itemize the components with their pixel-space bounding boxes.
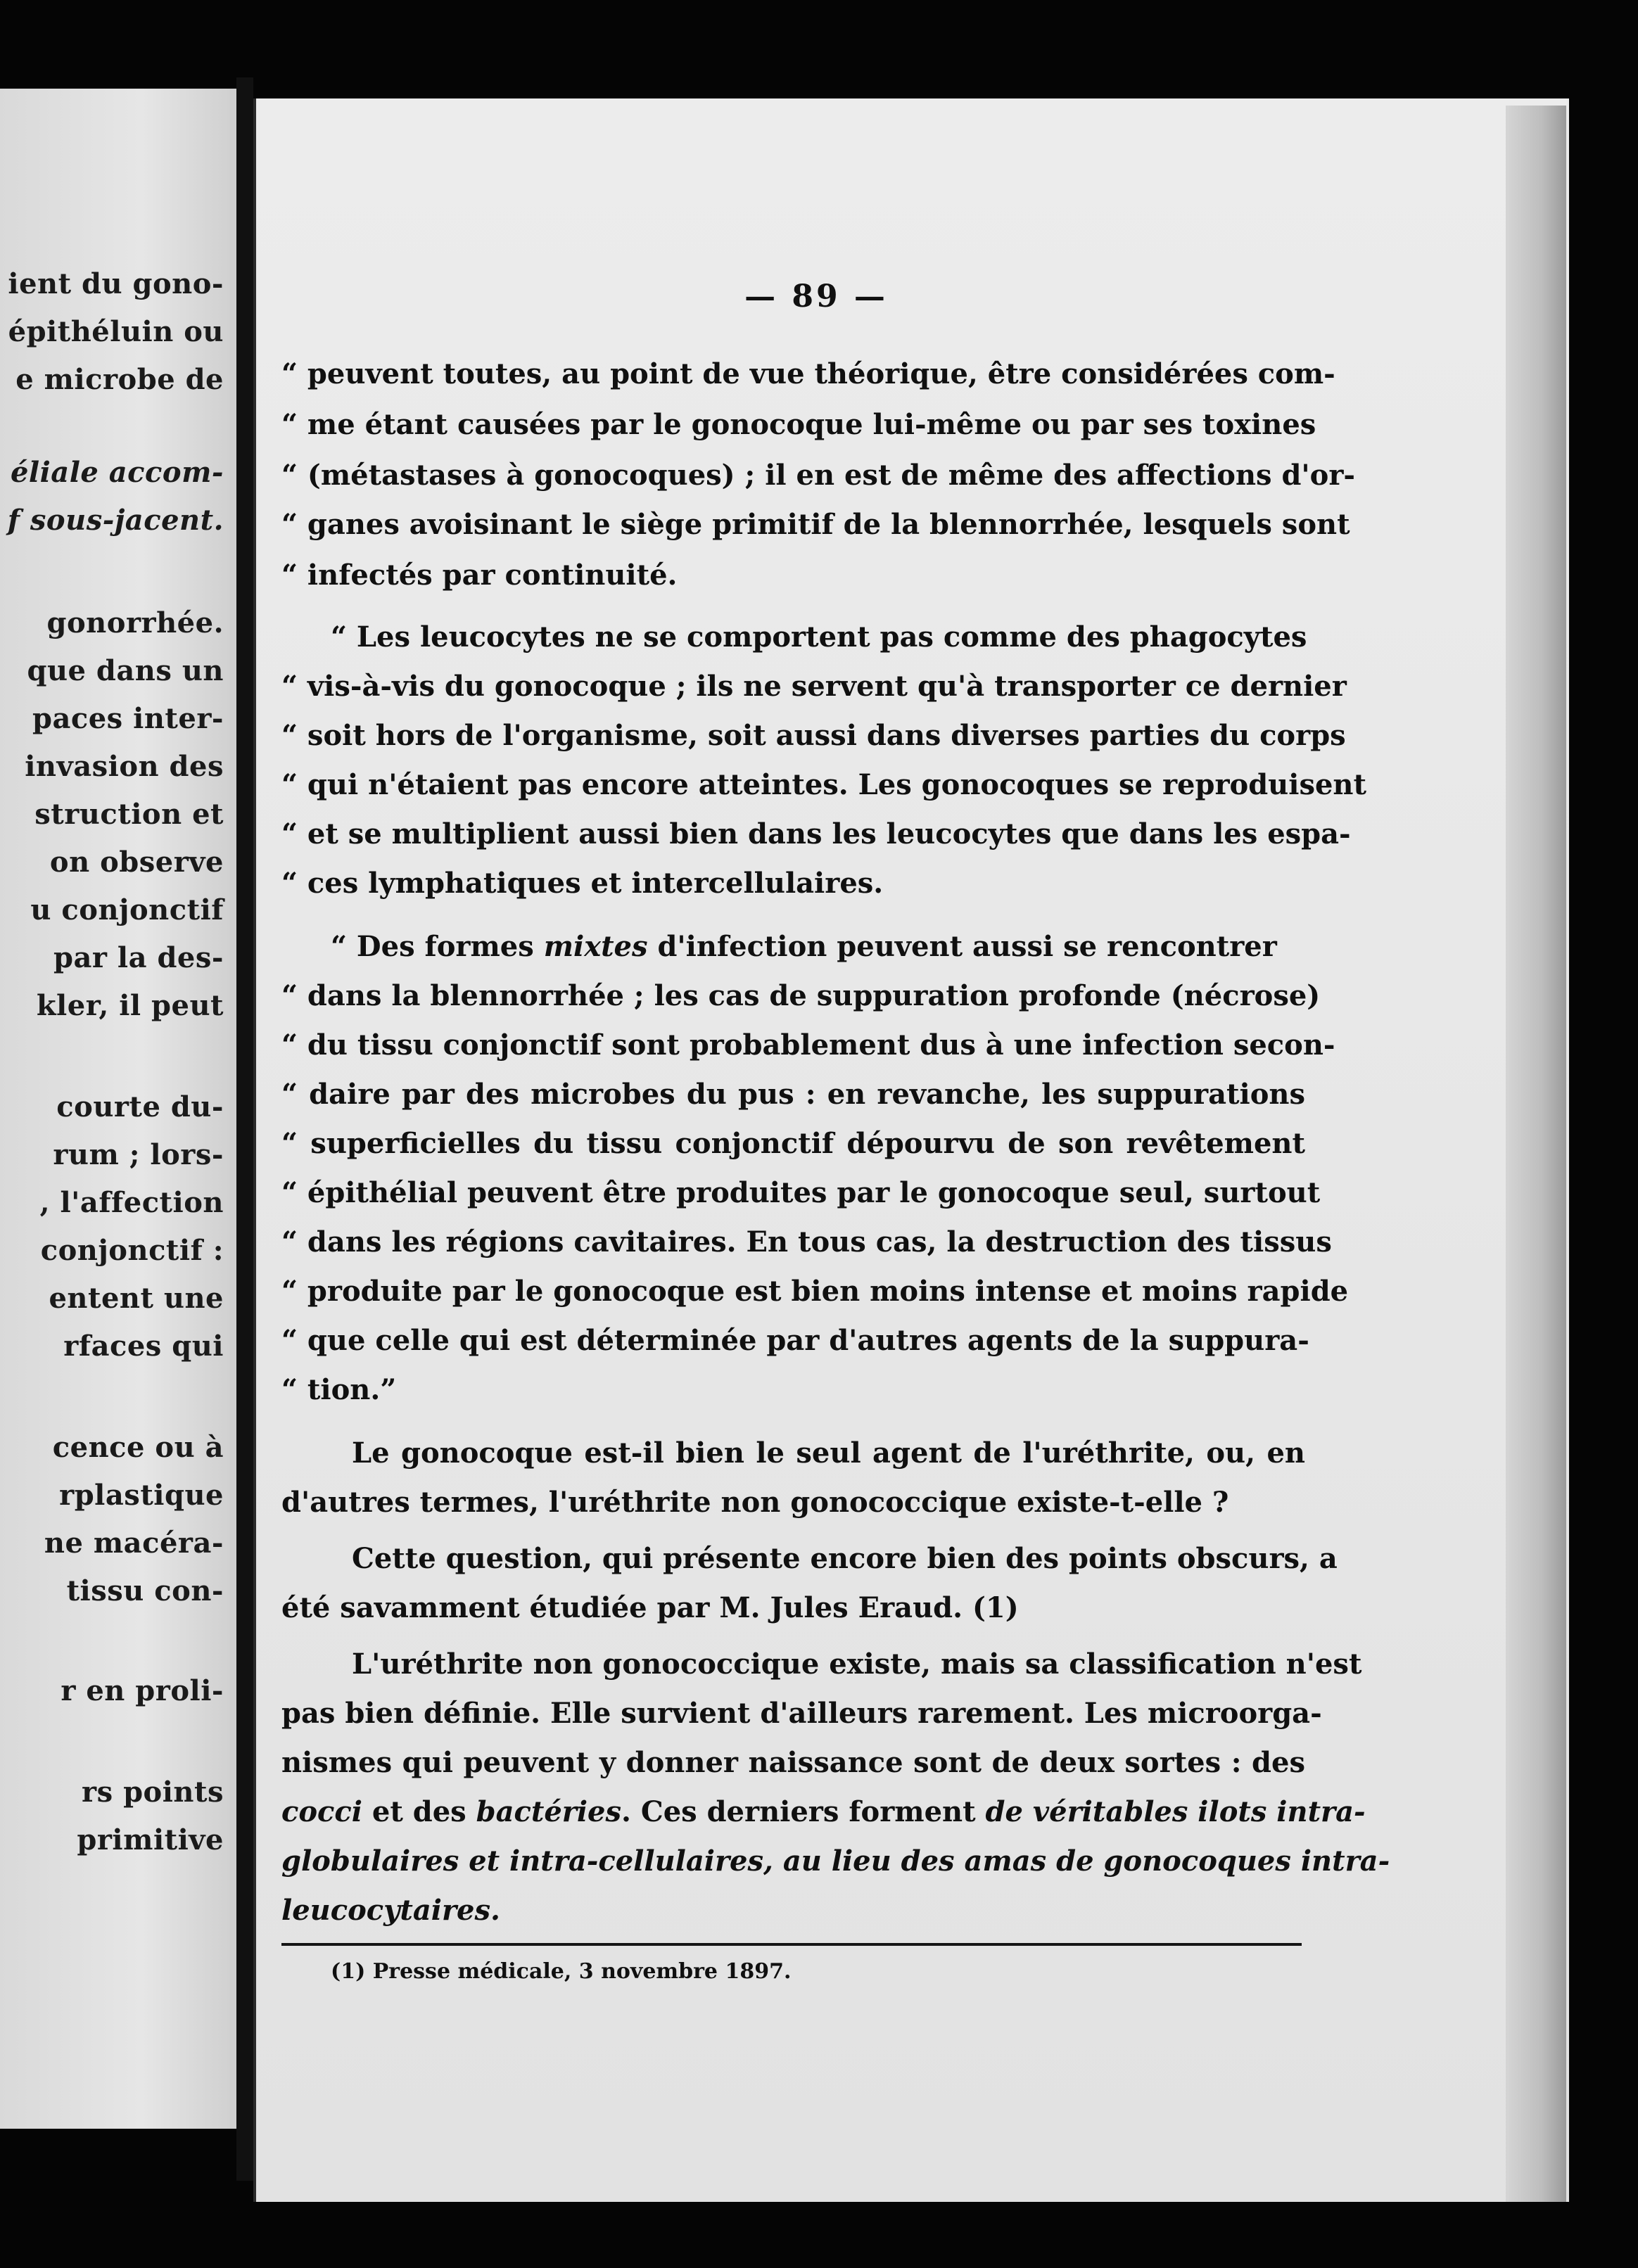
facing-page-line: tissu con- <box>66 1574 224 1607</box>
facing-page-line: épithéluin ou <box>8 315 224 348</box>
facing-page-line: entent une <box>49 1282 224 1315</box>
facing-page-line: par la des- <box>53 941 224 974</box>
facing-page-line: ne macéra- <box>44 1527 224 1560</box>
text-line: “ infectés par continuité. <box>281 559 678 592</box>
text-span: “ Des formes <box>331 930 544 963</box>
facing-page-line: paces inter- <box>32 702 224 735</box>
page-edge-shadow <box>1506 106 1566 2202</box>
facing-page-line: primitive <box>77 1823 224 1856</box>
facing-page-line: invasion des <box>25 750 224 783</box>
facing-page-line: rfaces qui <box>63 1330 224 1363</box>
text-line <box>281 1795 1366 1828</box>
text-line: “ vis-à-vis du gonocoque ; ils ne servent qu'à transporter ce dernier <box>281 670 1347 703</box>
text-line: “ ganes avoisinant le siège primitif de la blennorrhée, lesquels sont <box>281 508 1350 541</box>
facing-page-fragment <box>0 89 236 2129</box>
page-number: — 89 — <box>744 279 888 314</box>
text-line: “ tion.” <box>281 1373 397 1406</box>
facing-page-line: r en proli- <box>61 1674 224 1707</box>
text-line: Cette question, qui présente encore bien des points obscurs, a <box>352 1542 1338 1575</box>
text-span: et des <box>362 1795 476 1828</box>
text-line: “ du tissu conjonctif sont probablement dus à une infection secon- <box>281 1028 1335 1062</box>
text-line: “ dans la blennorrhée ; les cas de suppuration profonde (nécrose) <box>281 979 1321 1012</box>
facing-page-line: kler, il peut <box>36 989 224 1022</box>
facing-page-line: e microbe de <box>15 363 224 396</box>
text-line: “ et se multiplient aussi bien dans les leucocytes que dans les espa- <box>281 817 1351 850</box>
facing-page-line: u conjonctif <box>30 893 224 926</box>
facing-page-line: rplastique <box>59 1479 224 1512</box>
facing-page-line: , l'affection <box>39 1186 224 1219</box>
text-line: Le gonocoque est-il bien le seul agent de l'uréthrite, ou, en <box>352 1436 1305 1470</box>
facing-page-line: struction et <box>34 798 224 831</box>
text-line: d'autres termes, l'uréthrite non gonococcique existe-t-elle ? <box>281 1486 1229 1519</box>
text-line: pas bien définie. Elle survient d'ailleurs rarement. Les microorga- <box>281 1697 1322 1730</box>
text-line: “ dans les régions cavitaires. En tous cas, la destruction des tissus <box>281 1225 1332 1259</box>
book-gutter <box>236 77 253 2181</box>
facing-page-line: courte du- <box>56 1090 224 1123</box>
facing-page-line: gonorrhée. <box>46 606 224 639</box>
facing-page-line: que dans un <box>27 654 224 687</box>
italic-span: cocci <box>281 1795 362 1828</box>
facing-page-line: rs points <box>82 1776 224 1809</box>
facing-page-line: rum ; lors- <box>53 1138 224 1171</box>
text-line: “ me étant causées par le gonocoque lui-même ou par ses toxines <box>281 408 1316 441</box>
text-line: “ Les leucocytes ne se comportent pas comme des phagocytes <box>331 620 1307 654</box>
text-line: L'uréthrite non gonococcique existe, mais sa classification n'est <box>352 1648 1362 1681</box>
italic-span: bactéries <box>476 1795 621 1828</box>
text-line: “ (métastases à gonocoques) ; il en est de même des affections d'or- <box>281 459 1356 492</box>
facing-page-line: f sous-jacent. <box>7 504 224 537</box>
text-line: “ soit hors de l'organisme, soit aussi dans diverses parties du corps <box>281 719 1346 752</box>
footnote-rule <box>281 1943 1302 1946</box>
italic-span: de véritables ilots intra- <box>985 1795 1366 1828</box>
text-line: “ daire par des microbes du pus : en revanche, les suppurations <box>281 1078 1305 1111</box>
text-line: “ produite par le gonocoque est bien moins intense et moins rapide <box>281 1275 1349 1308</box>
facing-page-line: cence ou à <box>52 1431 224 1464</box>
footnote: (1) Presse médicale, 3 novembre 1897. <box>331 1959 792 1984</box>
text-span: . Ces derniers forment <box>621 1795 986 1828</box>
text-span: d'infection peuvent aussi se rencontrer <box>647 930 1277 963</box>
text-line <box>331 930 1305 963</box>
italic-span: mixtes <box>543 930 648 963</box>
text-line: été savamment étudiée par M. Jules Eraud. (1) <box>281 1591 1019 1624</box>
text-line: “ épithélial peuvent être produites par le gonocoque seul, surtout <box>281 1176 1321 1209</box>
text-line: “ que celle qui est déterminée par d'autres agents de la suppura- <box>281 1324 1309 1357</box>
text-line: nismes qui peuvent y donner naissance sont de deux sortes : des <box>281 1746 1305 1779</box>
facing-page-line: éliale accom- <box>10 456 224 489</box>
facing-page-line: ient du gono- <box>8 267 224 300</box>
text-line: leucocytaires. <box>281 1894 500 1927</box>
facing-page-line: on observe <box>49 846 224 879</box>
text-line: “ ces lymphatiques et intercellulaires. <box>281 867 884 900</box>
facing-page-line: conjonctif : <box>40 1234 224 1267</box>
text-line: “ qui n'étaient pas encore atteintes. Les gonocoques se reproduisent <box>281 768 1366 801</box>
text-line: “ peuvent toutes, au point de vue théorique, être considérées com- <box>281 357 1335 390</box>
text-line: “ superficielles du tissu conjonctif dépourvu de son revêtement <box>281 1127 1305 1160</box>
text-line: globulaires et intra-cellulaires, au lieu des amas de gonocoques intra- <box>281 1845 1390 1878</box>
